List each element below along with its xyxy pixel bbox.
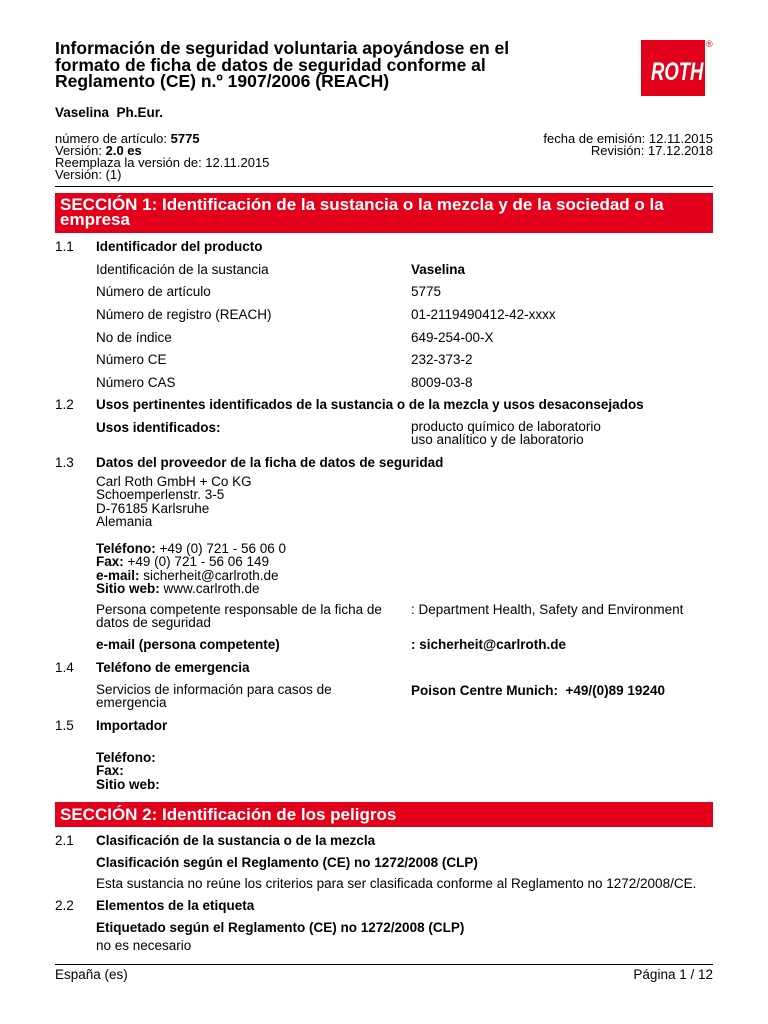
- clp-labelling-text: no es necesario: [96, 938, 192, 953]
- address-line: Carl Roth GmbH + Co KG: [96, 474, 252, 489]
- replaced-version-line: Versión: (1): [55, 167, 122, 182]
- subsection-2-2-number: 2.2: [55, 898, 74, 913]
- subsection-1-3-number: 1.3: [55, 455, 74, 470]
- section-2-header: [55, 802, 713, 827]
- supplier-address: [96, 475, 252, 528]
- article-number-value: 5775: [170, 131, 200, 146]
- competent-email-value: : sicherheit@carlroth.de: [411, 637, 566, 652]
- contact-website: [96, 582, 286, 595]
- section-1-title: SECCIÓN 1: Identificación de la sustancia o la mezcla y de la sociedad o la empresa: [60, 195, 664, 229]
- replaces-version-line: Reemplaza la versión de: 12.11.2015: [55, 155, 270, 170]
- subsection-1-2-heading: Usos pertinentes identificados de la sustancia o de la mezcla y usos desaconsejados: [96, 397, 644, 412]
- clp-labelling-subheading: Etiquetado según el Reglamento (CE) no 1272/2008 (CLP): [96, 920, 465, 935]
- subsection-1-5-heading: Importador: [96, 718, 168, 733]
- contact-label: Teléfono:: [96, 541, 156, 556]
- importer-phone-label: Teléfono:: [96, 750, 156, 765]
- subsection-1-4-heading: Teléfono de emergencia: [96, 660, 250, 675]
- address-line: D-76185 Karlsruhe: [96, 500, 210, 516]
- subsection-1-2-number: 1.2: [55, 397, 74, 412]
- index-number-value: 649-254-00-X: [411, 330, 494, 345]
- reach-registration-label: Número de registro (REACH): [96, 307, 272, 322]
- competent-person-value: : Department Health, Safety and Environment: [411, 602, 684, 617]
- contact-label: e-mail:: [96, 567, 140, 583]
- emergency-service-value: Poison Centre Munich: +49/(0)89 19240: [411, 683, 665, 698]
- version-value: 2.0 es: [105, 143, 142, 158]
- identified-use-item: uso analítico y de laboratorio: [411, 431, 584, 447]
- clp-classification-text: Esta sustancia no reúne los criterios para ser clasificada conforme al Reglamento no 1272/2008/CE.: [96, 876, 697, 891]
- contact-fax: [96, 555, 286, 568]
- substance-identification-label: Identificación de la sustancia: [96, 262, 269, 277]
- footer-page-number: Página 1 / 12: [633, 967, 713, 982]
- index-number-label: No de índice: [96, 330, 172, 345]
- contact-value: sicherheit@carlroth.de: [143, 567, 279, 583]
- logo-badge: [641, 40, 705, 96]
- subsection-1-4-number: 1.4: [55, 660, 74, 675]
- subsection-2-1-heading: Clasificación de la sustancia o de la mezcla: [96, 833, 376, 848]
- revision-date: Revisión: 17.12.2018: [590, 143, 713, 158]
- address-line: Schoemperlenstr. 3-5: [96, 487, 225, 503]
- supplier-contacts: [96, 542, 286, 595]
- substance-identification-value: Vaselina: [411, 262, 466, 277]
- contact-label: Sitio web:: [96, 580, 160, 596]
- emergency-service-label: Servicios de información para casos de emergencia: [96, 682, 332, 710]
- subsection-1-1-number: 1.1: [55, 239, 74, 254]
- subsection-1-1-heading: Identificador del producto: [96, 239, 263, 254]
- contact-value: +49 (0) 721 - 56 06 149: [127, 554, 270, 570]
- header-divider: [55, 186, 713, 187]
- contact-label: Fax:: [96, 554, 124, 570]
- ec-number-label: Número CE: [96, 352, 167, 367]
- version-label: Versión:: [55, 143, 102, 158]
- reach-registration-value: 01-2119490412-42-xxxx: [411, 307, 556, 322]
- subsection-1-5-number: 1.5: [55, 718, 74, 733]
- article-number-row-value: 5775: [411, 284, 442, 299]
- article-number-label: número de artículo:: [55, 131, 168, 146]
- cas-number-value: 8009-03-8: [411, 375, 473, 390]
- contact-phone: [96, 542, 286, 555]
- product-name: Vaselina Ph.Eur.: [55, 105, 164, 120]
- importer-fax-label: Fax:: [96, 763, 124, 779]
- address-line: Alemania: [96, 513, 153, 529]
- identified-use-item: producto químico de laboratorio: [411, 419, 601, 434]
- importer-fields: [96, 751, 160, 791]
- section-1-header: [55, 193, 713, 233]
- subsection-2-2-heading: Elementos de la etiqueta: [96, 898, 255, 913]
- ec-number-value: 232-373-2: [411, 352, 473, 367]
- contact-value: www.carlroth.de: [163, 580, 260, 596]
- contact-value: +49 (0) 721 - 56 06 0: [159, 541, 286, 556]
- cas-number-label: Número CAS: [96, 375, 176, 390]
- issue-date: fecha de emisión: 12.11.2015: [543, 131, 713, 146]
- section-2-title: SECCIÓN 2: Identificación de los peligros: [60, 805, 397, 824]
- roth-logo: [641, 40, 713, 97]
- contact-email: [96, 569, 286, 582]
- identified-uses-list: [411, 421, 601, 446]
- logo-wordmark: ROTH: [651, 58, 704, 86]
- competent-email-label: e-mail (persona competente): [96, 637, 280, 652]
- article-number-row-label: Número de artículo: [96, 284, 211, 299]
- document-meta-left: [55, 133, 269, 181]
- subsection-1-3-heading: Datos del proveedor de la ficha de datos de seguridad: [96, 455, 444, 470]
- footer-country: España (es): [55, 967, 128, 982]
- identified-uses-label: Usos identificados:: [96, 420, 221, 435]
- importer-website-label: Sitio web:: [96, 776, 160, 792]
- subsection-2-1-number: 2.1: [55, 833, 74, 848]
- footer-divider: [55, 964, 713, 965]
- clp-classification-subheading: Clasificación según el Reglamento (CE) no 1272/2008 (CLP): [96, 855, 478, 870]
- document-title: Información de seguridad voluntaria apoyándose en el formato de ficha de datos de seguridad conforme al Reglamento (CE) n.º 1907/2006 (REACH): [55, 38, 510, 91]
- registered-mark: ®: [706, 39, 713, 49]
- document-meta-right: [543, 133, 713, 157]
- competent-person-label: Persona competente responsable de la ficha de datos de seguridad: [96, 602, 382, 630]
